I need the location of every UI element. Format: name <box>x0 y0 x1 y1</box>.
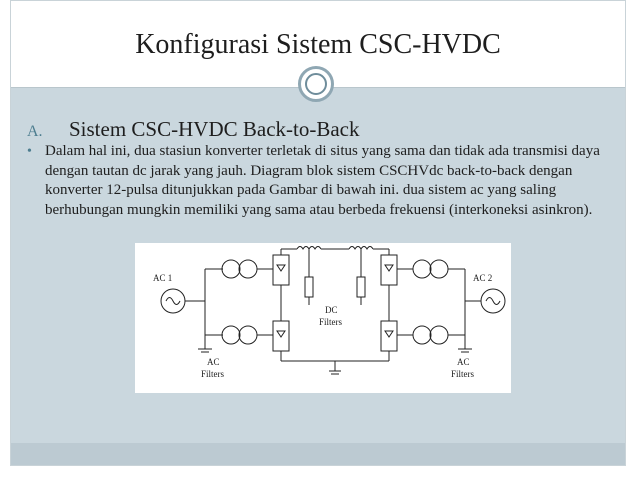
slide-title: Konfigurasi Sistem CSC-HVDC <box>135 29 501 60</box>
ac-filters-left-label-2: Filters <box>201 369 225 379</box>
converter-icon <box>273 255 289 285</box>
transformer-icon <box>222 260 240 278</box>
bullet-text: Dalam hal ini, dua stasiun konverter terletak di situs yang sama dan tidak ada transmisi daya dengan tautan dc jarak yang jauh. Diagram blok sistem CSCHVdc back-to-back dengan konverter 12-pulsa ditunjukkan pada Gambar di bawah ini. dua sistem ac yang saling berhubungan mungkin memiliki yang sama atau berbeda frekuensi (interkoneksi asinkron). <box>45 143 600 218</box>
smoothing-reactor-icon <box>297 247 321 250</box>
ac-filters-left-label-1: AC <box>207 357 220 367</box>
ac-filters-right-label-2: Filters <box>451 369 475 379</box>
footer-bar <box>11 443 625 465</box>
slide <box>10 0 626 466</box>
ac1-label: AC 1 <box>153 273 173 283</box>
ac-filters-right-label-1: AC <box>457 357 470 367</box>
diagram-svg <box>135 243 511 393</box>
section-title: Sistem CSC-HVDC Back-to-Back <box>69 117 360 141</box>
dc-filters-label-1: DC <box>325 305 338 315</box>
hvdc-block-diagram <box>135 243 511 393</box>
divider-ring-icon <box>298 66 334 102</box>
ac2-label: AC 2 <box>473 273 493 283</box>
bullet-icon: • <box>27 144 32 159</box>
dc-filters-label-2: Filters <box>319 317 343 327</box>
bullet-paragraph <box>27 142 617 220</box>
section-letter: A. <box>27 123 43 140</box>
dc-filter-icon <box>305 277 313 297</box>
section-heading <box>27 117 359 142</box>
